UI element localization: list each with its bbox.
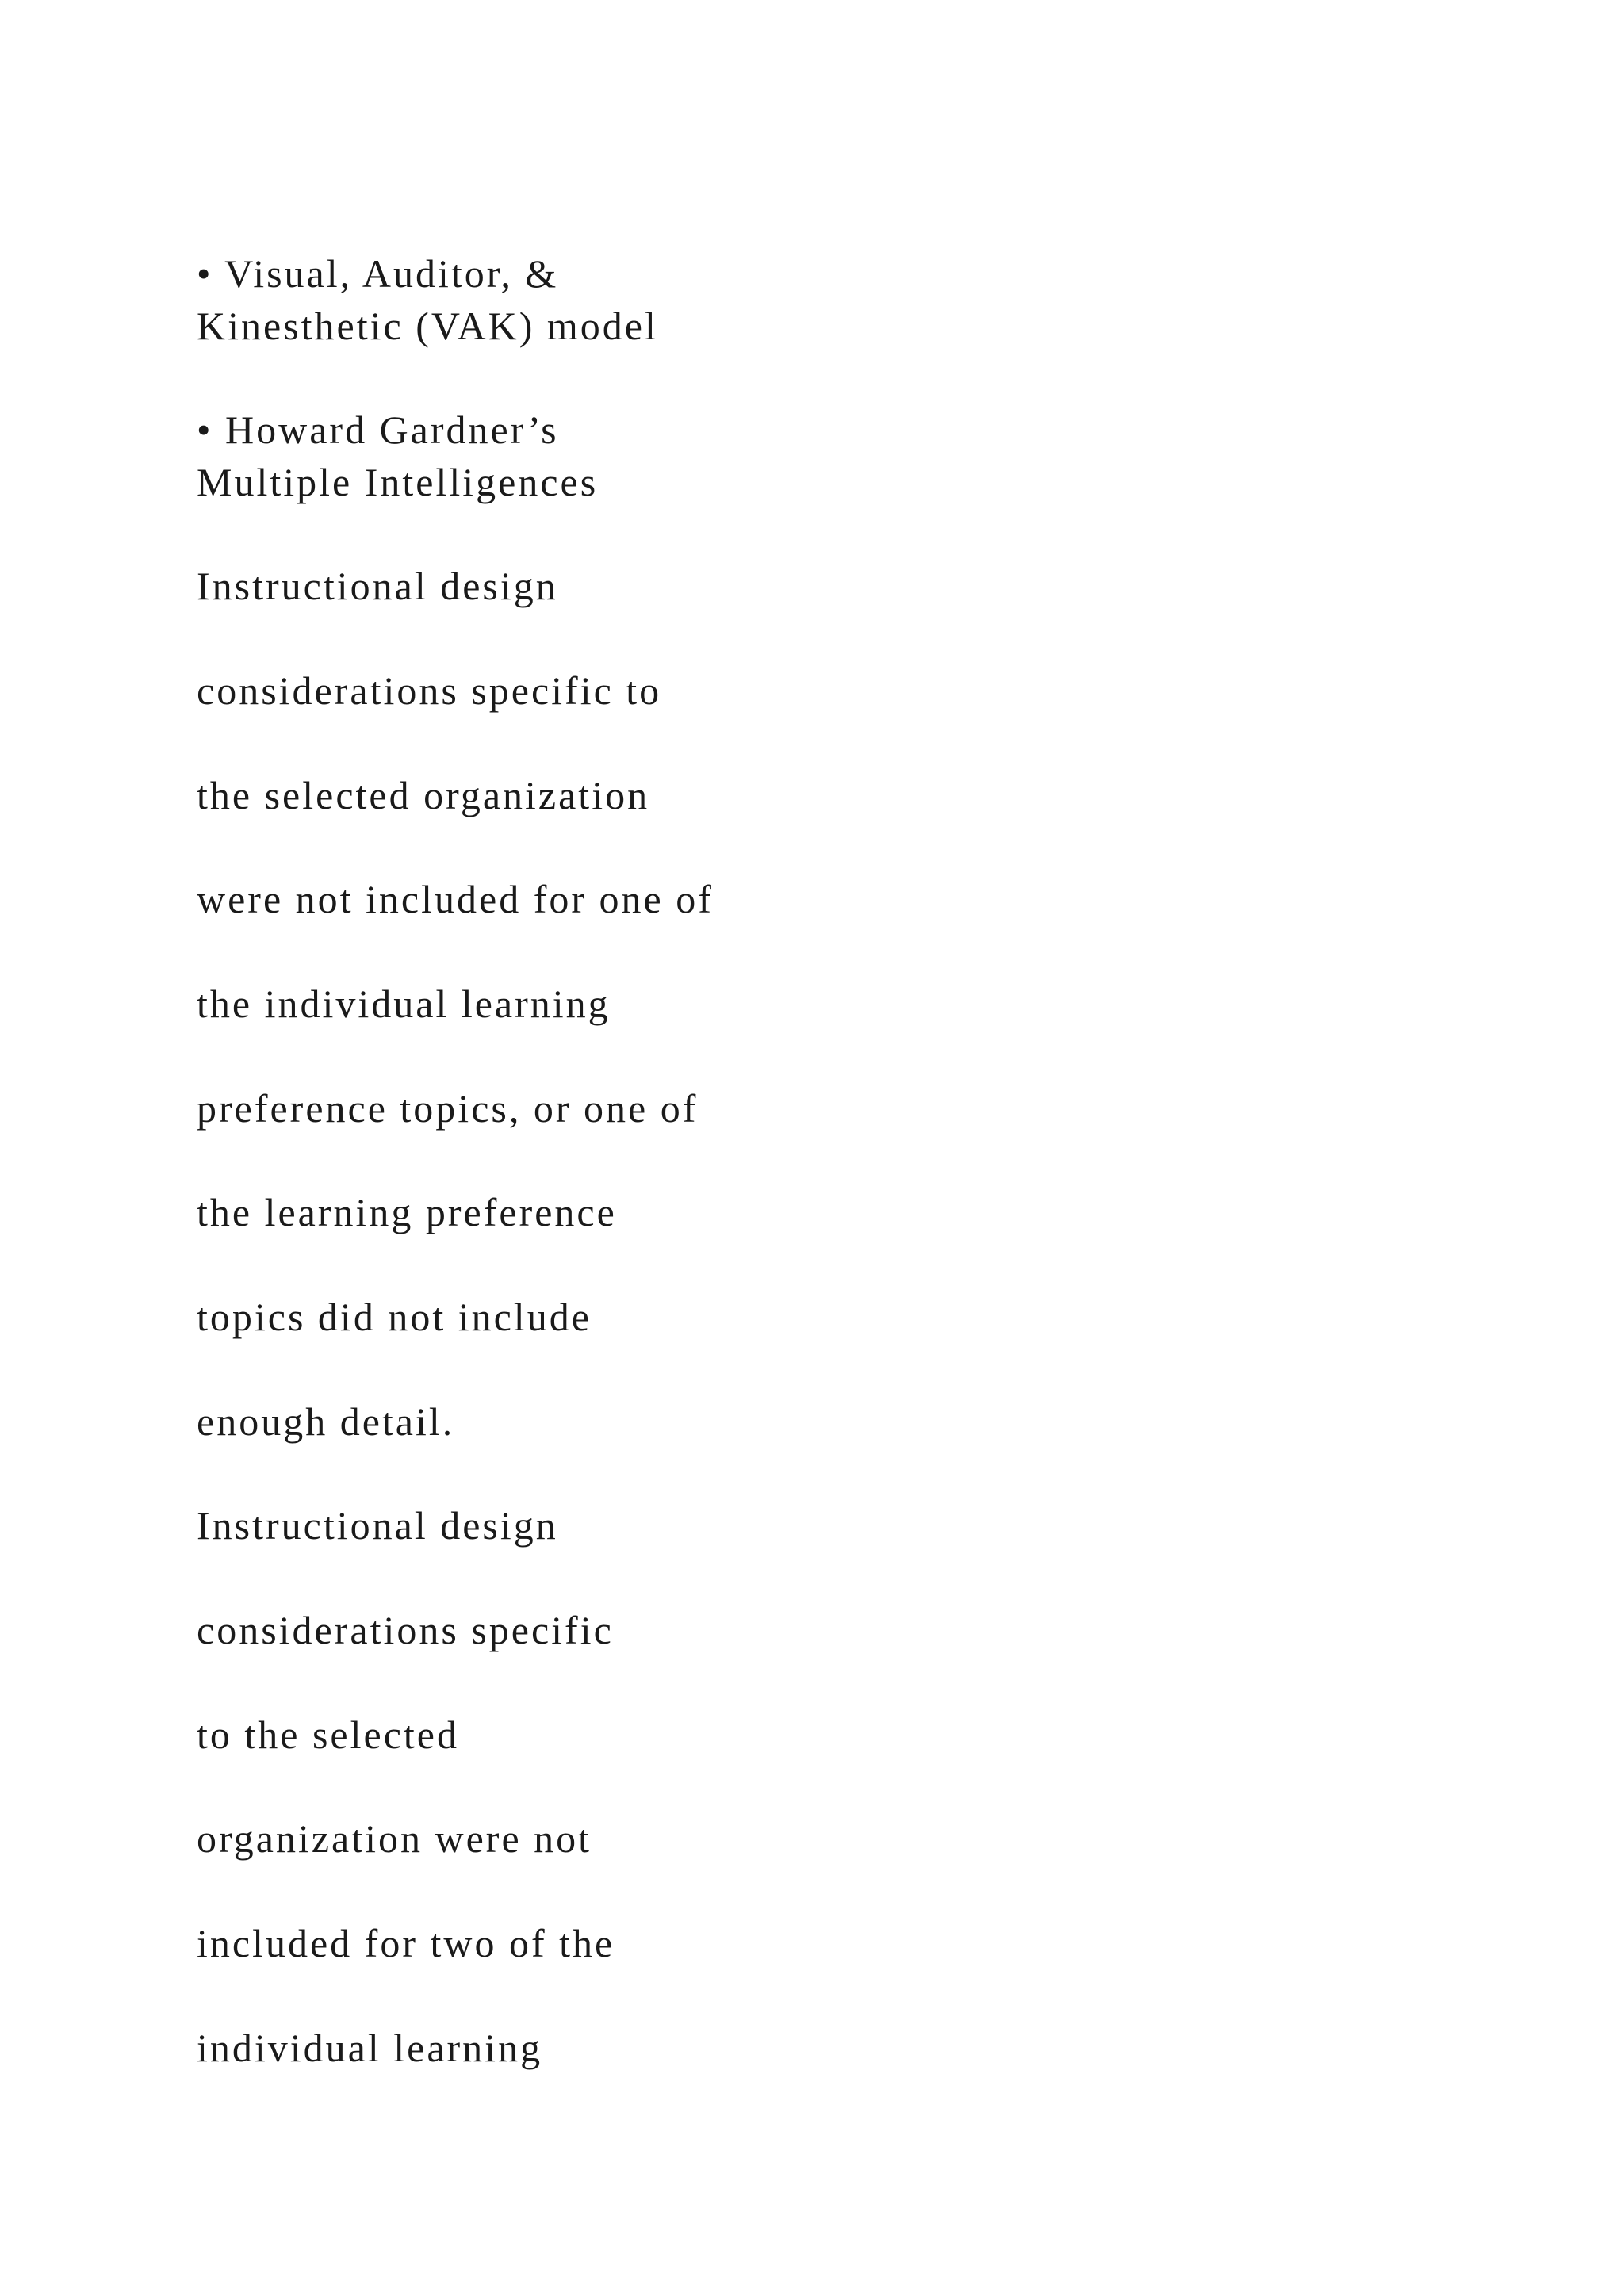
paragraph-line: Instructional design [197, 564, 558, 608]
paragraph-line: topics did not include [197, 1295, 592, 1339]
paragraph-line: considerations specific [197, 1608, 614, 1652]
paragraph-line: preference topics, or one of [197, 1086, 699, 1131]
paragraph-line: the learning preference [197, 1190, 617, 1234]
paragraph-line: Instructional design [197, 1503, 558, 1548]
paragraph-line: to the selected [197, 1712, 459, 1757]
paragraph-line: the selected organization [197, 773, 650, 817]
paragraph-line: included for two of the [197, 1921, 615, 1965]
bullet-vak-line-1: • Visual, Auditor, & [197, 251, 559, 296]
paragraph-line: organization were not [197, 1816, 592, 1861]
paragraph-line: enough detail. [197, 1399, 455, 1444]
paragraph-line: considerations specific to [197, 668, 662, 713]
paragraph-line: individual learning [197, 2026, 543, 2070]
bullet-vak-line-2: Kinesthetic (VAK) model [197, 304, 658, 348]
bullet-gardner-line-2: Multiple Intelligences [197, 460, 599, 504]
paragraph-line: were not included for one of [197, 877, 714, 921]
paragraph-line: the individual learning [197, 982, 611, 1026]
bullet-gardner-line-1: • Howard Gardner’s [197, 408, 559, 452]
